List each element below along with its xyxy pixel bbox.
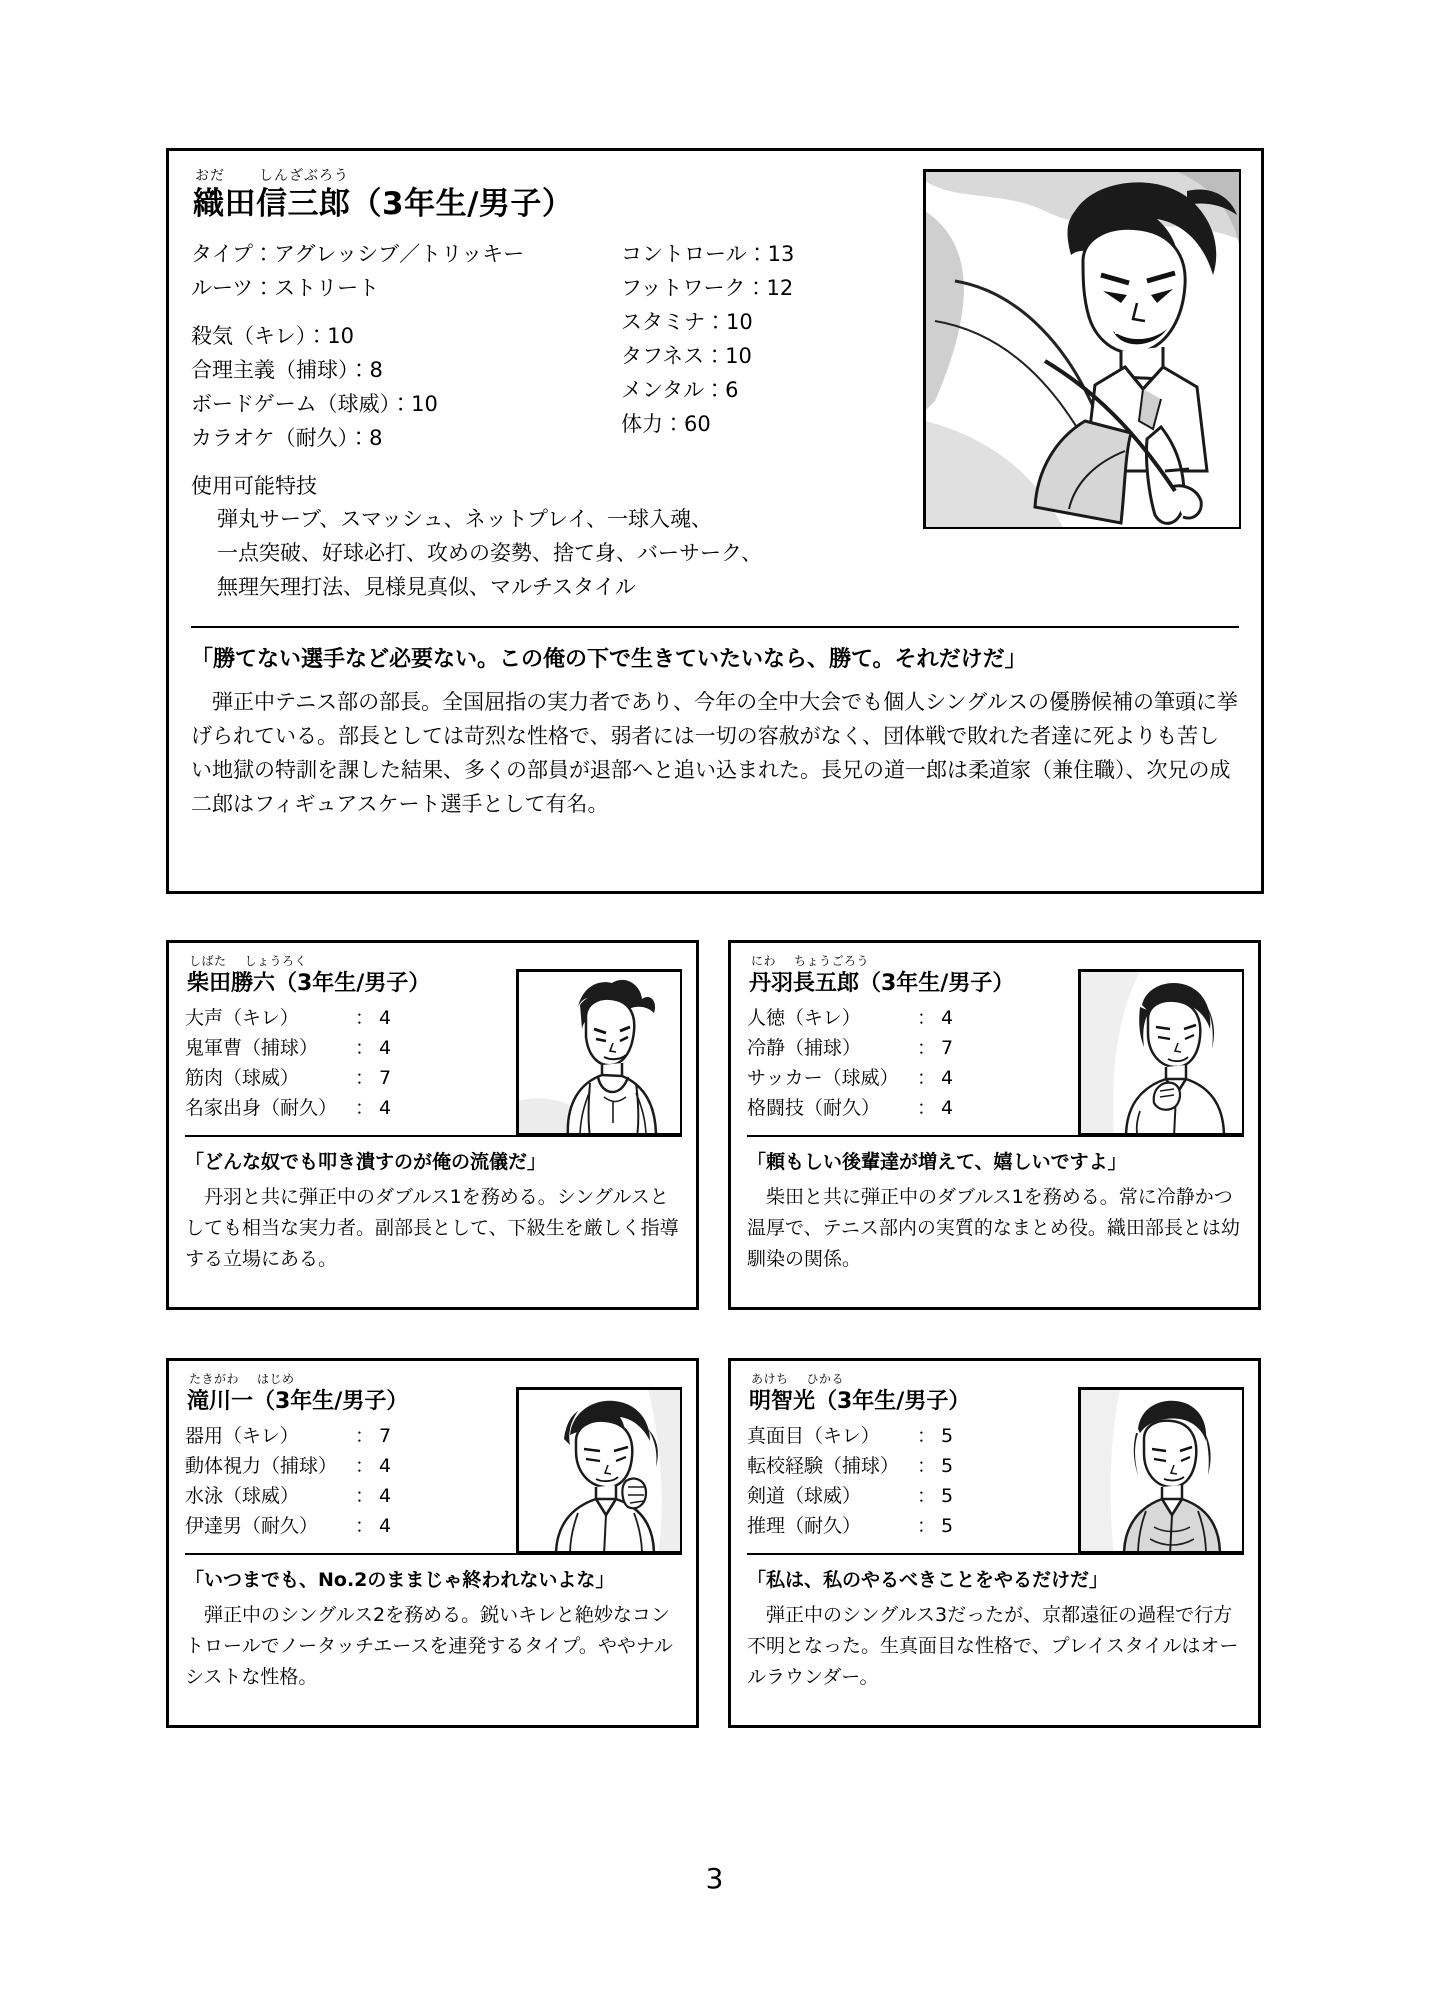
main-character-quote: 「勝てない選手など必要ない。この俺の下で生きていたいなら、勝て。それだけだ」 [191,626,1239,673]
type-line: タイプ：アグレッシブ／トリッキー [191,241,525,266]
portrait-illustration-akechi [1080,1389,1244,1553]
stat-stamina: スタミナ：10 [621,309,753,334]
portrait-illustration-shibata [518,971,682,1135]
skills-line-2: 一点突破、好球必打、攻めの姿勢、捨て身、バーサーク、 [217,541,763,566]
stat-control: コントロール：13 [621,241,795,266]
stat-value: 5 [941,1425,954,1448]
stat-label: 名家出身（耐久） [185,1097,338,1120]
main-character-portrait [923,169,1241,529]
stat-value: 7 [941,1037,954,1060]
main-stats-left-column [191,237,621,455]
main-stats-right-column [621,237,921,455]
stat-value: 4 [941,1007,954,1030]
stat-label: 推理（耐久） [747,1515,862,1538]
stat-value: 4 [379,1455,392,1478]
stat-colon: ： [917,1037,937,1060]
stat-value: 5 [941,1455,954,1478]
stat-label: 人徳（キレ） [747,1007,861,1030]
stat-footwork: フットワーク：12 [621,275,794,300]
ruby-surname: あけち [751,1372,789,1386]
stat-catch: 合理主義（捕球）：8 [191,357,383,382]
sub-character-ruby [189,955,682,969]
stat-colon: ： [917,1485,937,1508]
sub-character-description: 弾正中のシングルス3だったが、京都遠征の過程で行方不明となった。生真面目な性格で、プレイスタイルはオールラウンダー。 [747,1604,1239,1688]
main-character-name: 織田信三郎（3年生/男子） [193,186,574,222]
stat-label: 鬼軍曹（捕球） [185,1037,319,1060]
ruby-givenname: ちょうごろう [794,954,870,968]
stat-value: 4 [379,1515,392,1538]
stat-label: 格闘技（耐久） [747,1097,881,1120]
ruby-surname: おだ [195,168,225,184]
stat-label: 器用（キレ） [185,1425,299,1448]
sub-character-quote: 「いつまでも、No.2のままじゃ終われないよな」 [185,1553,682,1592]
roots-line: ルーツ：ストリート [191,275,380,300]
stat-colon: ： [355,1425,375,1448]
main-character-card [166,148,1264,894]
stat-value: 5 [941,1515,954,1538]
stat-colon: ： [355,1007,375,1030]
stat-label: 剣道（球威） [747,1485,862,1508]
sub-character-portrait [516,969,682,1135]
stat-colon: ： [355,1515,375,1538]
ruby-givenname: はじめ [257,1372,295,1386]
stat-colon: ： [917,1425,937,1448]
stat-colon: ： [917,1067,937,1090]
sub-character-portrait [516,1387,682,1553]
stat-colon: ： [917,1515,937,1538]
stat-value: 4 [941,1097,954,1120]
sub-character-name: 明智光（3年生/男子） [749,1389,971,1414]
sub-character-description: 弾正中のシングルス2を務める。鋭いキレと絶妙なコントロールでノータッチエースを連発するタイプ。ややナルシストな性格。 [185,1604,673,1688]
stat-colon: ： [917,1097,937,1120]
stat-label: 転校経験（捕球） [747,1455,900,1478]
sub-character-portrait [1078,969,1244,1135]
stat-label: サッカー（球威） [747,1067,899,1090]
sub-character-quote: 「頼もしい後輩達が増えて、嬉しいですよ」 [747,1135,1244,1174]
sub-character-quote: 「私は、私のやるべきことをやるだけだ」 [747,1553,1244,1592]
sub-character-description: 丹羽と共に弾正中のダブルス1を務める。シングルスとしても相当な実力者。副部長として、下級生を厳しく指導する立場にある。 [185,1186,679,1270]
stat-value: 4 [379,1007,392,1030]
stat-label: 冷静（捕球） [747,1037,862,1060]
sub-character-card-shibata [166,940,699,1310]
sub-character-name: 柴田勝六（3年生/男子） [187,971,431,996]
stat-value: 4 [379,1037,392,1060]
page-number: 3 [705,1862,724,1895]
stat-value: 4 [941,1067,954,1090]
stat-colon: ： [917,1455,937,1478]
ruby-givenname: しょうろく [244,954,308,968]
stat-colon: ： [355,1037,375,1060]
skills-line-1: 弾丸サーブ、スマッシュ、ネットプレイ、一球入魂、 [217,507,713,532]
sub-character-description: 柴田と共に弾正中のダブルス1を務める。常に冷静かつ温厚で、テニス部内の実質的なまとめ役。織田部長とは幼馴染の関係。 [747,1186,1240,1270]
sub-character-ruby [189,1373,682,1387]
stat-colon: ： [355,1455,375,1478]
sub-character-portrait [1078,1387,1244,1553]
stat-value: 4 [379,1485,392,1508]
stat-colon: ： [355,1067,375,1090]
ruby-givenname: ひかる [806,1372,845,1386]
stat-endurance: カラオケ（耐久）：8 [191,425,383,450]
sub-character-name: 滝川一（3年生/男子） [187,1389,409,1414]
stat-value: 7 [379,1425,392,1448]
sub-character-ruby [751,1373,1244,1387]
sub-character-card-niwa [728,940,1261,1310]
portrait-illustration-takigawa [518,1389,682,1553]
sub-character-quote: 「どんな奴でも叩き潰すのが俺の流儀だ」 [185,1135,682,1174]
stat-label: 動体視力（捕球） [185,1455,338,1478]
sub-character-ruby [751,955,1244,969]
sub-character-name: 丹羽長五郎（3年生/男子） [749,971,1015,996]
stat-label: 伊達男（耐久） [185,1515,319,1538]
stat-colon: ： [355,1097,375,1120]
stat-toughness: タフネス：10 [621,343,752,368]
stat-colon: ： [917,1007,937,1030]
stat-label: 真面目（キレ） [747,1425,880,1448]
ruby-surname: しばた [189,954,227,968]
stat-label: 筋肉（球威） [185,1067,300,1090]
skills-heading: 使用可能特技 [191,473,317,498]
stat-power: ボードゲーム（球威）：10 [191,391,438,416]
stat-value: 7 [379,1067,392,1090]
stat-colon: ： [355,1485,375,1508]
stat-hp: 体力：60 [621,411,711,436]
ruby-surname: たきがわ [189,1372,240,1386]
stat-kire: 殺気（キレ）：10 [191,323,355,348]
stat-value: 5 [941,1485,954,1508]
skills-line-3: 無理矢理打法、見様見真似、マルチスタイル [217,575,636,600]
portrait-illustration-niwa [1080,971,1244,1135]
main-character-description: 弾正中テニス部の部長。全国屈指の実力者であり、今年の全中大会でも個人シングルスの優勝候補の筆頭に挙げられている。部長としては苛烈な性格で、弱者には一切の容赦がなく、団体戦で敗れた者達に死よりも苦しい地獄の特訓を課した結果、多くの部員が退部へと追い込まれた。長兄の道一郎は柔道家（兼住職）、次兄の成二郎はフィギュアスケート選手として有名。 [191,690,1238,817]
stat-value: 4 [379,1097,392,1120]
stat-label: 水泳（球威） [185,1485,300,1508]
ruby-givenname: しんざぶろう [259,168,349,184]
sub-character-card-akechi [728,1358,1261,1728]
stat-label: 大声（キレ） [185,1007,299,1030]
stat-mental: メンタル：6 [621,377,739,402]
ruby-surname: にわ [751,954,777,968]
sub-character-card-takigawa [166,1358,699,1728]
portrait-illustration-oda [925,171,1241,529]
